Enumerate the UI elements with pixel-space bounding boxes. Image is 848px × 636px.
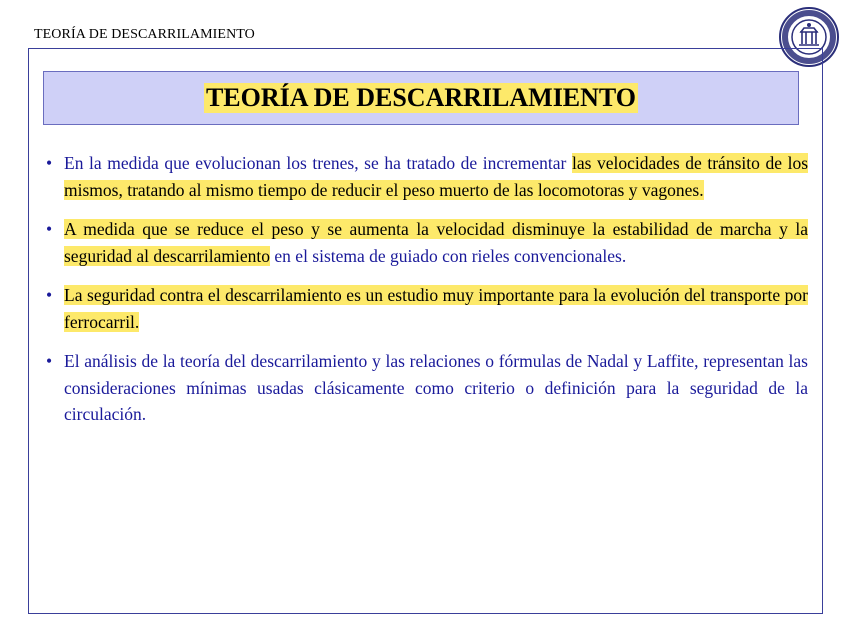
bullet-item [44, 216, 808, 269]
bullet-item [44, 348, 808, 428]
bullet-highlighted-text: A medida que se reduce el peso y se aumenta la velocidad disminuye la estabilidad de marcha y la seguridad al descarrilamiento [64, 219, 808, 266]
bullet-item [44, 282, 808, 335]
bullet-marker: • [46, 285, 53, 305]
bullet-highlighted-text: las velocidades de tránsito de los mismos, tratando al mismo tiempo de reducir el peso muerto de las locomotoras y vagones. [64, 153, 809, 200]
bullet-marker: • [46, 219, 53, 239]
bullet-list [44, 150, 808, 441]
bullet-text: en el sistema de guiado con rieles convencionales. [270, 245, 627, 266]
slide-title-box [43, 71, 799, 125]
bullet-text: El análisis de la teoría del descarrilamiento y las relaciones o fórmulas de Nadal y Laffite, representan las consideraciones mínimas usadas clásicamente como criterio o definición para la seguridad de la circulación. [64, 351, 808, 424]
bullet-marker: • [46, 153, 53, 173]
bullet-highlighted-text: La seguridad contra el descarrilamiento es un estudio muy importante para la evolución del transporte por ferrocarril. [64, 285, 808, 332]
bullet-item [44, 150, 808, 203]
bullet-marker: • [46, 351, 53, 371]
slide-title: TEORÍA DE DESCARRILAMIENTO [205, 83, 637, 112]
header-title: TEORÍA DE DESCARRILAMIENTO [34, 27, 255, 42]
bullet-text: En la medida que evolucionan los trenes, se ha tratado de incrementar [64, 153, 572, 173]
